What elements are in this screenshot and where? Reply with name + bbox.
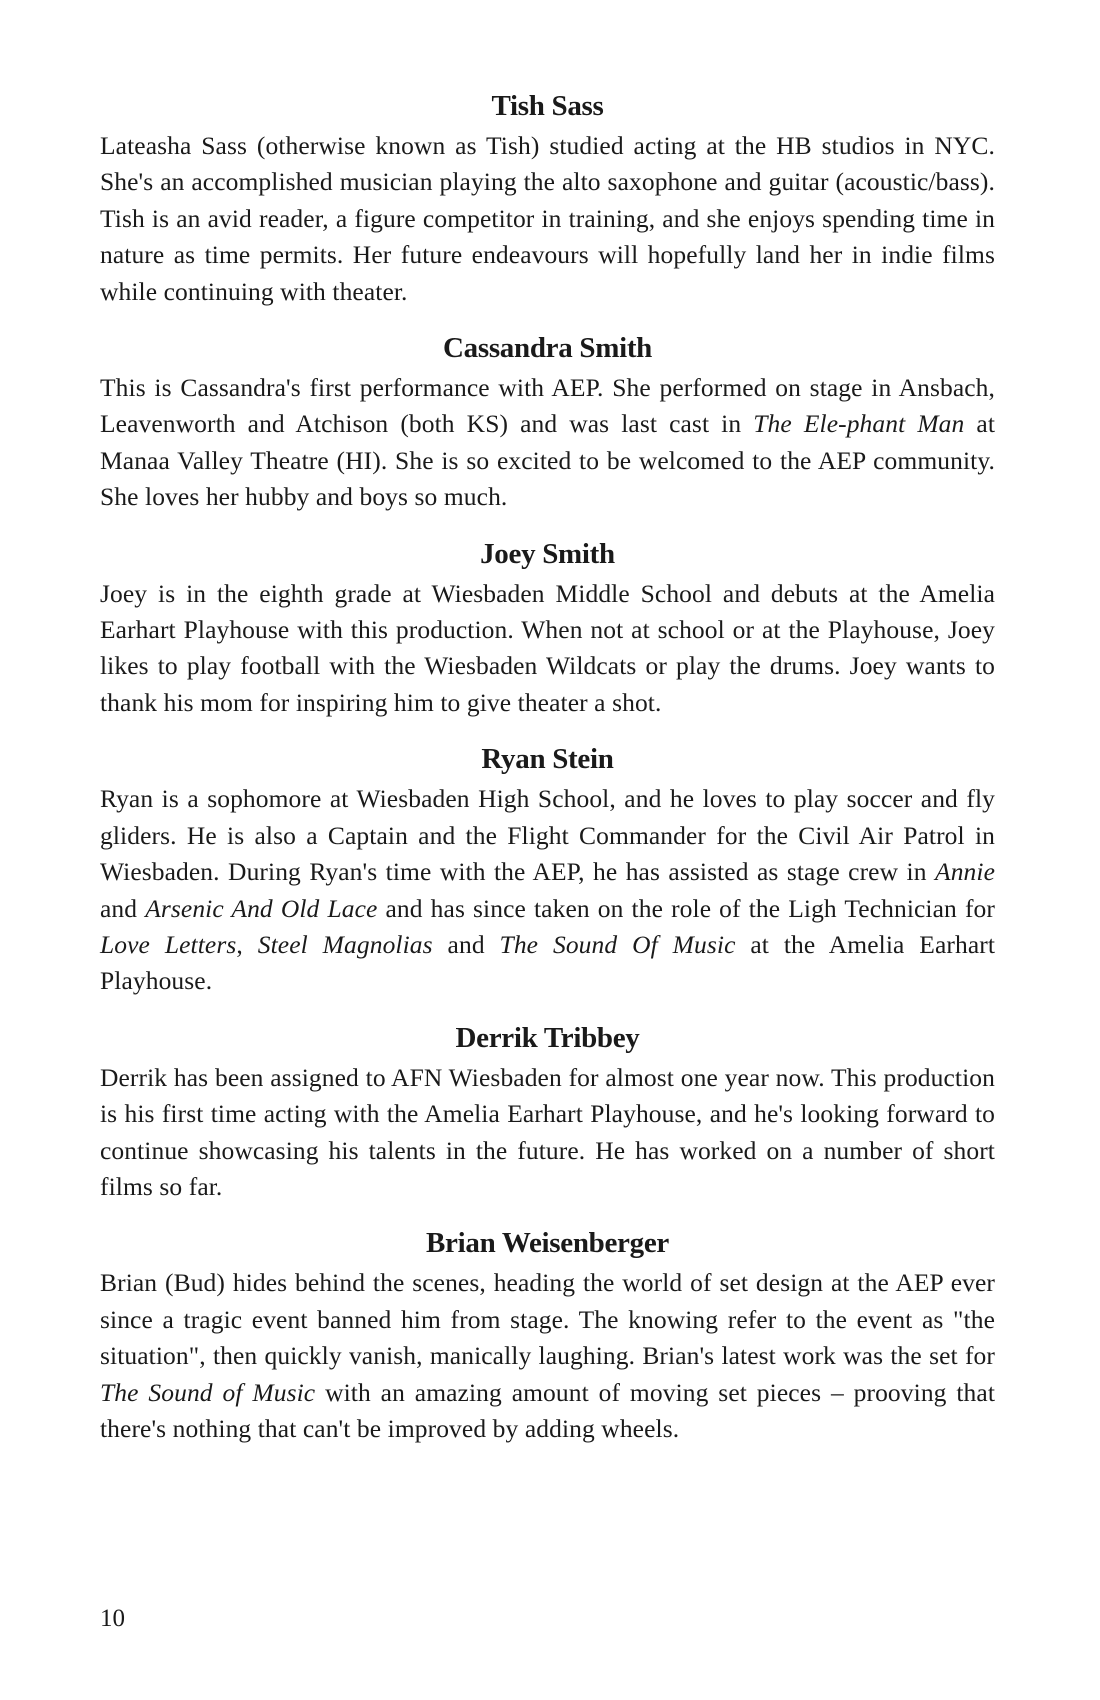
bio-text xyxy=(100,1265,995,1447)
bio-text xyxy=(100,370,995,516)
bio-text-segment: Lateasha Sass (otherwise known as Tish) studied acting at the HB studios in NYC. She's an accomplished musician playing the alto saxophone and guitar (acoustic/bass). Tish is an avid reader, a figure competitor in training, and she enjoys spending time in nature as time permits. Her future endeavours will hopefully land her in indie films while continuing with theater. xyxy=(100,131,995,306)
bio-text-segment: Ryan is a sophomore at Wiesbaden High School, and he loves to play soccer and fly gliders. He is also a Captain and the Flight Commander for the Civil Air Patrol in Wiesbaden. During Ryan's time with the AEP, he has assisted as stage crew in xyxy=(100,784,995,887)
bio-text xyxy=(100,128,995,310)
bio-entry xyxy=(100,88,995,310)
bio-entry xyxy=(100,1225,995,1447)
bio-name: Joey Smith xyxy=(480,537,615,570)
bio-text xyxy=(100,781,995,999)
bio-text-segment: with an amazing amount of moving set pieces – prooving that there's nothing that can't be improved by adding wheels. xyxy=(100,1377,996,1443)
bio-text-title: Steel Magnolias xyxy=(257,929,433,959)
bio-text-segment: , xyxy=(236,929,258,959)
bio-text-segment: Joey is in the eighth grade at Wiesbaden Middle School and debuts at the Amelia Earhart Playhouse with this production. When not at school or at the Playhouse, Joey likes to play football with the Wiesbaden Wildcats or play the drums. Joey wants to thank his mom for inspiring him to give theater a shot. xyxy=(100,578,995,717)
bio-text-segment: and xyxy=(432,929,500,959)
bio-name: Ryan Stein xyxy=(481,743,614,776)
bio-name: Cassandra Smith xyxy=(442,332,653,365)
bio-text-title: Arsenic And Old Lace xyxy=(145,893,378,923)
bio-text-segment: at the Amelia Earhart Playhouse. xyxy=(100,929,996,996)
bio-entry xyxy=(100,536,995,722)
bio-text-title: Love Letters xyxy=(100,929,237,959)
bio-text-title: The Ele-phant Man xyxy=(753,409,965,439)
bio-name: Tish Sass xyxy=(491,90,604,122)
bio-text-segment: Derrik has been assigned to AFN Wiesbaden for almost one year now. This production is his first time acting with the Amelia Earhart Playhouse, and he's looking forward to continue showcasing his talents in the future. He has worked on a number of short films so far. xyxy=(100,1062,995,1201)
bio-list xyxy=(100,88,995,1467)
bio-name: Brian Weisenberger xyxy=(426,1227,669,1260)
bio-text-segment: and has since taken on the role of the Ligh Technician for xyxy=(377,893,995,923)
bio-text-segment: at Manaa Valley Theatre (HI). She is so excited to be welcomed to the AEP community. She loves her hubby and boys so much. xyxy=(100,409,996,512)
bio-entry xyxy=(100,330,995,516)
bio-text xyxy=(100,1060,995,1206)
bio-text-segment: Brian (Bud) hides behind the scenes, heading the world of set design at the AEP ever since a tragic event banned him from stage. The knowing refer to the event as "the situation", then quickly vanish, manically laughing. Brian's latest work was the set for xyxy=(100,1268,995,1371)
bio-entry xyxy=(100,1020,995,1206)
bio-text-segment: and xyxy=(100,893,146,923)
bio-text-title: The Sound of Music xyxy=(100,1377,316,1407)
bio-text-title: Annie xyxy=(935,857,995,887)
bio-entry xyxy=(100,741,995,999)
bio-text-segment: This is Cassandra's first performance with AEP. She performed on stage in Ansbach, Leavenworth and Atchison (both KS) and was last cast in xyxy=(100,373,995,439)
bio-text xyxy=(100,576,995,722)
bio-text-title: The Sound Of Music xyxy=(499,929,736,959)
page-number: 10 xyxy=(100,1605,125,1632)
bio-name: Derrik Tribbey xyxy=(455,1021,640,1054)
